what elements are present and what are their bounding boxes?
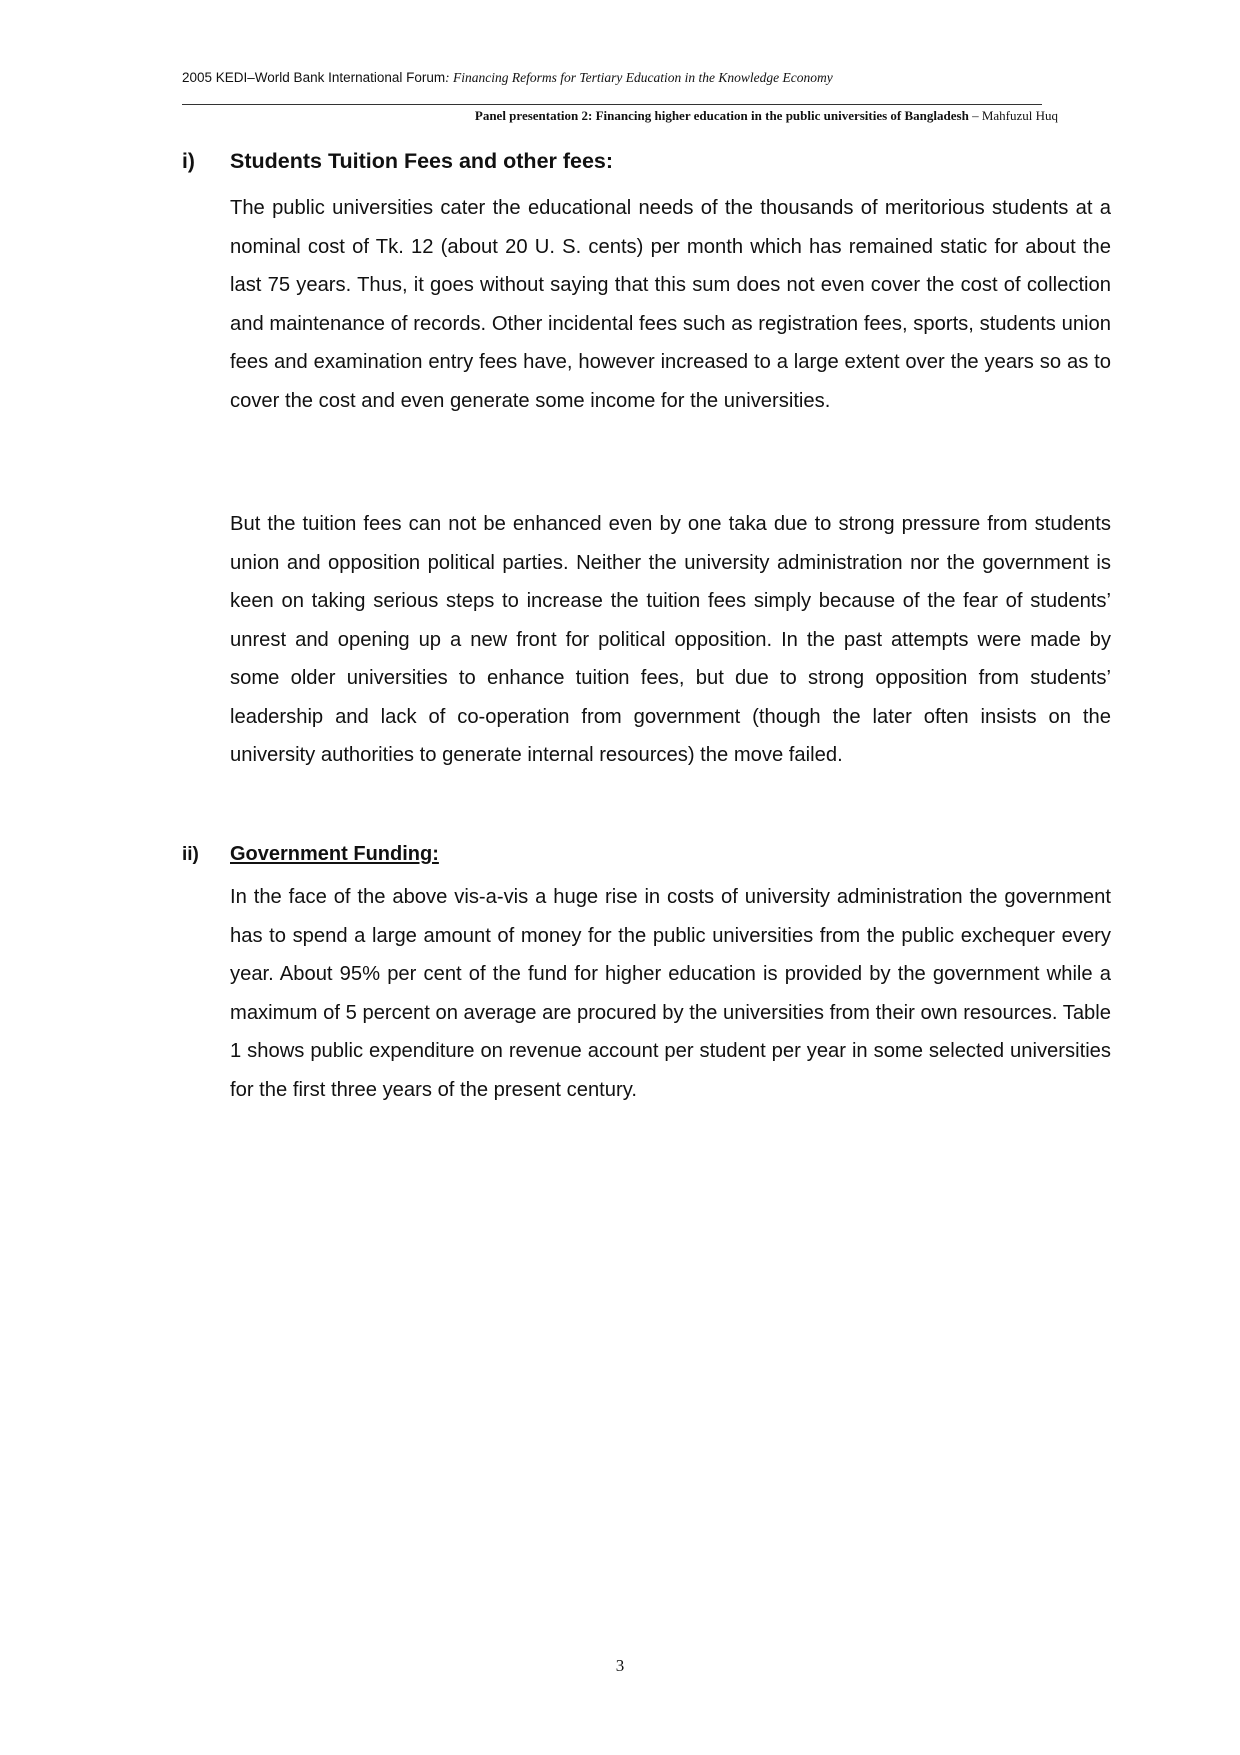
author-name: Mahfuzul Huq [981, 108, 1058, 123]
panel-title: Panel presentation 2: Financing higher education in the public universities of Bangladesh [474, 108, 969, 123]
running-header [182, 70, 833, 86]
body-paragraph: But the tuition fees can not be enhanced even by one taka due to strong pressure from students union and opposition political parties. Neither the university administration nor the government is keen on taking serious steps to increase the tuition fees simply because of the fear of students’ unrest and opening up a new front for political opposition. In the past attempts were made by some older universities to enhance tuition fees, but due to strong opposition from students’ leadership and lack of co-operation from government (though the later often insists on the university authorities to generate internal resources) the move failed. [230, 513, 1111, 766]
section-heading: Students Tuition Fees and other fees: [230, 149, 614, 173]
page-number: 3 [615, 1656, 625, 1675]
panel-title-line [475, 108, 1058, 124]
section-heading: Government Funding: [230, 843, 439, 865]
section-number: i) [182, 150, 195, 173]
body-paragraph: In the face of the above vis-a-vis a huge rise in costs of university administration the government has to spend a large amount of money for the public universities from the public exchequer every year. About 95% per cent of the fund for higher education is provided by the government while a maximum of 5 percent on average are procured by the universities from their own resources. Table 1 shows public expenditure on revenue account per student per year in some selected universities for the first three years of the present century. [230, 886, 1111, 1101]
conference-subtitle: : Financing Reforms for Tertiary Education in the Knowledge Economy [445, 70, 833, 85]
body-paragraph: The public universities cater the educational needs of the thousands of meritorious students at a nominal cost of Tk. 12 (about 20 U. S. cents) per month which has remained static for about the last 75 years. Thus, it goes without saying that this sum does not even cover the cost of collection and maintenance of records. Other incidental fees such as registration fees, sports, students union fees and examination entry fees have, however increased to a large extent over the years so as to cover the cost and even generate some income for the universities. [230, 197, 1111, 412]
conference-name: 2005 KEDI–World Bank International Forum [182, 70, 446, 85]
section-number: ii) [182, 844, 199, 865]
header-rule [182, 104, 1042, 105]
author-separator: – [968, 108, 982, 123]
